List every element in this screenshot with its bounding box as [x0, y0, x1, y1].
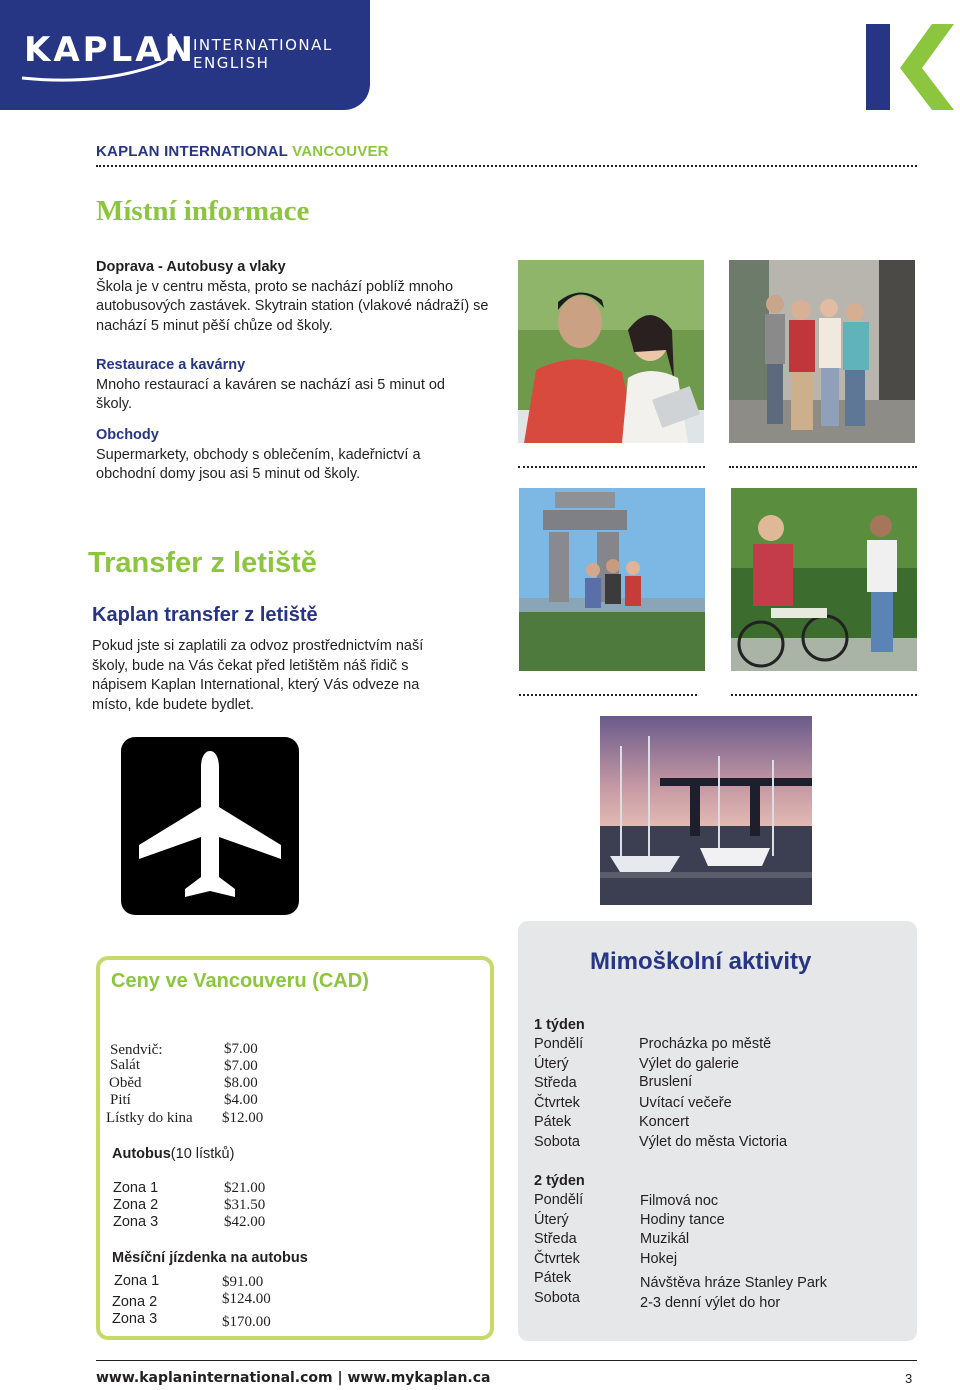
activity-name: 2-3 denní výlet do hor — [640, 1295, 781, 1311]
price-label: Oběd — [109, 1075, 142, 1091]
activity-name: Procházka po městě — [639, 1036, 772, 1052]
zone-price: $31.50 — [224, 1197, 266, 1213]
logo-subtitle-line1: INTERNATIONAL — [193, 36, 333, 54]
price-value: $8.00 — [224, 1075, 258, 1091]
logo-subtitle — [193, 36, 333, 72]
footer-divider — [96, 1360, 917, 1361]
info-transport-title: Doprava - Autobusy a vlaky — [96, 259, 286, 275]
school-title-brand: KAPLAN INTERNATIONAL — [96, 143, 288, 160]
activity-day: Sobota — [534, 1290, 580, 1306]
info-transport — [96, 258, 516, 336]
kaplan-k-logo-icon — [864, 24, 956, 112]
photo-divider — [518, 466, 705, 468]
info-restaurants-text: Mnoho restaurací a kaváren se nachází asi 5 minut od školy. — [96, 376, 445, 412]
week-title: 1 týden — [534, 1017, 585, 1033]
transfer-heading: Transfer z letiště — [88, 547, 317, 579]
price-value: $7.00 — [224, 1041, 258, 1057]
transfer-subheading: Kaplan transfer z letiště — [92, 604, 318, 626]
zone-label: Zona 3 — [113, 1214, 159, 1230]
logo-subtitle-line2: ENGLISH — [193, 54, 270, 72]
school-title-city: VANCOUVER — [292, 143, 389, 160]
activity-day: Sobota — [534, 1134, 580, 1150]
title-divider — [96, 165, 917, 167]
price-label: Sendvič: — [110, 1042, 163, 1058]
zone-label: Zona 2 — [113, 1197, 159, 1213]
transfer-body: Pokud jste si zaplatili za odvoz prostřednictvím naší školy, bude na Vás čekat před letištěm náš řidič s nápisem Kaplan International, který Vás odveze na místo, kde budete bydlet. — [92, 638, 424, 713]
photo-friends-cycling — [731, 488, 917, 671]
activity-day: Čtvrtek — [534, 1095, 580, 1111]
zone-label: Zona 1 — [114, 1273, 160, 1289]
zone-price: $21.00 — [224, 1180, 266, 1196]
photo-students-with-tablet — [518, 260, 704, 443]
activity-day: Pátek — [534, 1270, 572, 1286]
bus-tickets-title — [112, 1146, 234, 1163]
header-band — [0, 0, 370, 110]
main-heading: Místní informace — [96, 195, 310, 227]
activity-day: Pátek — [534, 1114, 572, 1130]
activity-day: Pondělí — [534, 1036, 584, 1052]
price-label: Lístky do kina — [106, 1110, 193, 1126]
price-value: $7.00 — [224, 1058, 258, 1074]
school-title — [96, 143, 389, 160]
activity-day: Úterý — [534, 1212, 569, 1228]
bus-tickets-title-bold: Autobus — [112, 1146, 171, 1162]
airport-sign — [121, 737, 299, 915]
activity-name: Uvítací večeře — [639, 1095, 732, 1111]
activity-name: Filmová noc — [640, 1193, 719, 1209]
info-shops-text: Supermarkety, obchody s oblečením, kadeřnictví a obchodní domy jsou asi 5 minut od školy. — [96, 446, 421, 482]
activity-day: Úterý — [534, 1056, 569, 1072]
price-value: $4.00 — [224, 1092, 258, 1108]
activity-day: Pondělí — [534, 1192, 584, 1208]
photo-marina-bridge — [600, 716, 812, 905]
zone-label: Zona 1 — [113, 1180, 159, 1196]
info-shops-title: Obchody — [96, 427, 159, 443]
activity-name: Koncert — [639, 1114, 689, 1130]
photo-divider — [731, 694, 917, 696]
price-label: Salát — [110, 1057, 140, 1073]
activity-name: Výlet do města Victoria — [639, 1134, 788, 1150]
zone-price: $91.00 — [222, 1274, 264, 1290]
activity-name: Muzikál — [640, 1231, 690, 1247]
activity-day: Středa — [534, 1075, 577, 1091]
photo-students-walking — [729, 260, 915, 443]
activity-name: Hodiny tance — [640, 1212, 725, 1228]
week-title: 2 týden — [534, 1173, 585, 1189]
zone-label: Zona 2 — [112, 1294, 158, 1310]
zone-label: Zona 3 — [112, 1311, 158, 1327]
activity-day: Čtvrtek — [534, 1251, 580, 1267]
photo-inukshuk-jumping — [519, 488, 705, 671]
price-value: $12.00 — [222, 1110, 264, 1126]
photo-divider — [729, 466, 917, 468]
activity-name: Návštěva hráze Stanley Park — [640, 1275, 827, 1291]
activities-title: Mimoškolní aktivity — [590, 948, 812, 975]
activity-name: Bruslení — [639, 1074, 693, 1090]
photo-divider — [519, 694, 697, 696]
zone-price: $42.00 — [224, 1214, 266, 1230]
info-transport-text: Škola je v centru města, proto se nachází poblíž mnoho autobusových zastávek. Skytrain station (vlakové nádraží) se nachází 5 minut pěší chůze od školy. — [96, 278, 489, 334]
zone-price: $170.00 — [222, 1314, 271, 1330]
info-restaurants-title: Restaurace a kavárny — [96, 357, 246, 373]
bus-tickets-title-rest: (10 lístků) — [170, 1146, 235, 1162]
page-number: 3 — [905, 1371, 913, 1386]
prices-title: Ceny ve Vancouveru (CAD) — [111, 970, 369, 992]
activity-name: Hokej — [640, 1251, 678, 1267]
activity-name: Výlet do galerie — [639, 1056, 739, 1072]
price-label: Pití — [110, 1092, 131, 1108]
info-shops — [96, 426, 516, 485]
zone-price: $124.00 — [222, 1291, 271, 1307]
airplane-icon — [121, 737, 299, 915]
activity-day: Středa — [534, 1231, 577, 1247]
logo-wordmark: KAPLAN — [24, 30, 197, 70]
footer-links[interactable]: www.kaplaninternational.com | www.mykaplan.ca — [96, 1370, 491, 1386]
monthly-pass-title: Měsíční jízdenka na autobus — [112, 1250, 308, 1266]
info-restaurants — [96, 356, 516, 415]
